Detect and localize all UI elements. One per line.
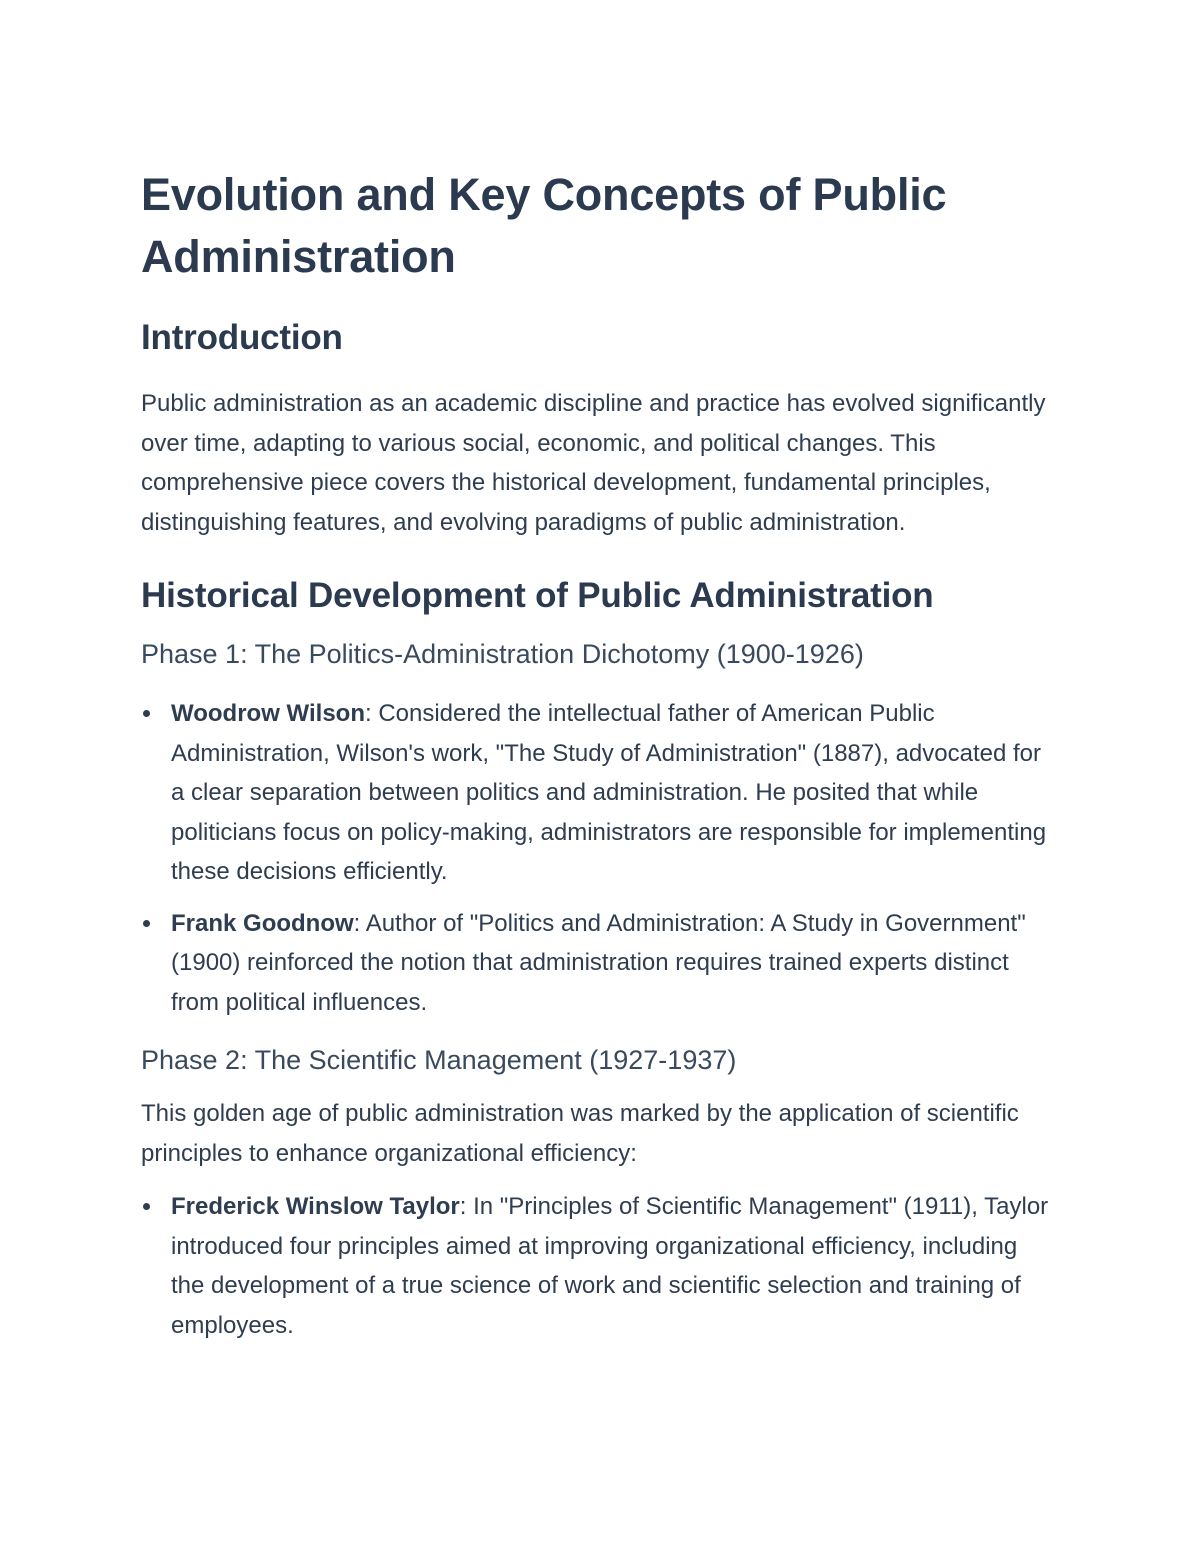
list-item-separator: : bbox=[459, 1193, 467, 1220]
introduction-heading: Introduction bbox=[141, 318, 343, 357]
list-item-text: In "Principles of Scientific Management" (1911), Taylor introduced four principles aimed at improving organizational efficiency, including the development of a true science of work and scientific selection and training of employees. bbox=[171, 1193, 1049, 1339]
bullet-icon bbox=[143, 710, 150, 717]
historical-development-heading: Historical Development of Public Administration bbox=[141, 576, 934, 615]
phase1-heading: Phase 1: The Politics-Administration Dichotomy (1900-1926) bbox=[141, 639, 864, 669]
list-item-separator: : bbox=[353, 909, 361, 937]
list-item-text: Author of "Politics and Administration: A Study in Government" (1900) reinforced the notion that administration requires trained experts distinct from political influences. bbox=[171, 909, 1026, 1016]
phase2-list bbox=[141, 1187, 1061, 1345]
document-page bbox=[141, 164, 1061, 1357]
bullet-icon bbox=[143, 920, 150, 927]
document-title: Evolution and Key Concepts of Public Administration bbox=[141, 169, 947, 282]
introduction-paragraph: Public administration as an academic discipline and practice has evolved significantly over time, adapting to various social, economic, and political changes. This comprehensive piece covers the historical development, fundamental principles, distinguishing features, and evolving paradigms of public administration. bbox=[141, 390, 1046, 536]
phase2-paragraph: This golden age of public administration was marked by the application of scientific principles to enhance organizational efficiency: bbox=[141, 1100, 1019, 1167]
list-item bbox=[141, 694, 1056, 892]
list-item-name: Woodrow Wilson bbox=[171, 700, 365, 727]
phase2-heading: Phase 2: The Scientific Management (1927-1937) bbox=[141, 1045, 737, 1075]
bullet-icon bbox=[143, 1203, 150, 1210]
list-item-name: Frank Goodnow bbox=[171, 909, 354, 937]
list-item-name: Frederick Winslow Taylor bbox=[171, 1193, 460, 1220]
phase1-list bbox=[141, 694, 1061, 1022]
list-item-separator: : bbox=[364, 700, 372, 727]
list-item bbox=[141, 904, 1056, 1023]
list-item-text: Considered the intellectual father of American Public Administration, Wilson's work, "The Study of Administration" (1887), advocated for a clear separation between politics and administration. He posited that while politicians focus on policy-making, administrators are responsible for implementing these decisions efficiently. bbox=[171, 700, 1047, 885]
list-item bbox=[141, 1187, 1056, 1345]
